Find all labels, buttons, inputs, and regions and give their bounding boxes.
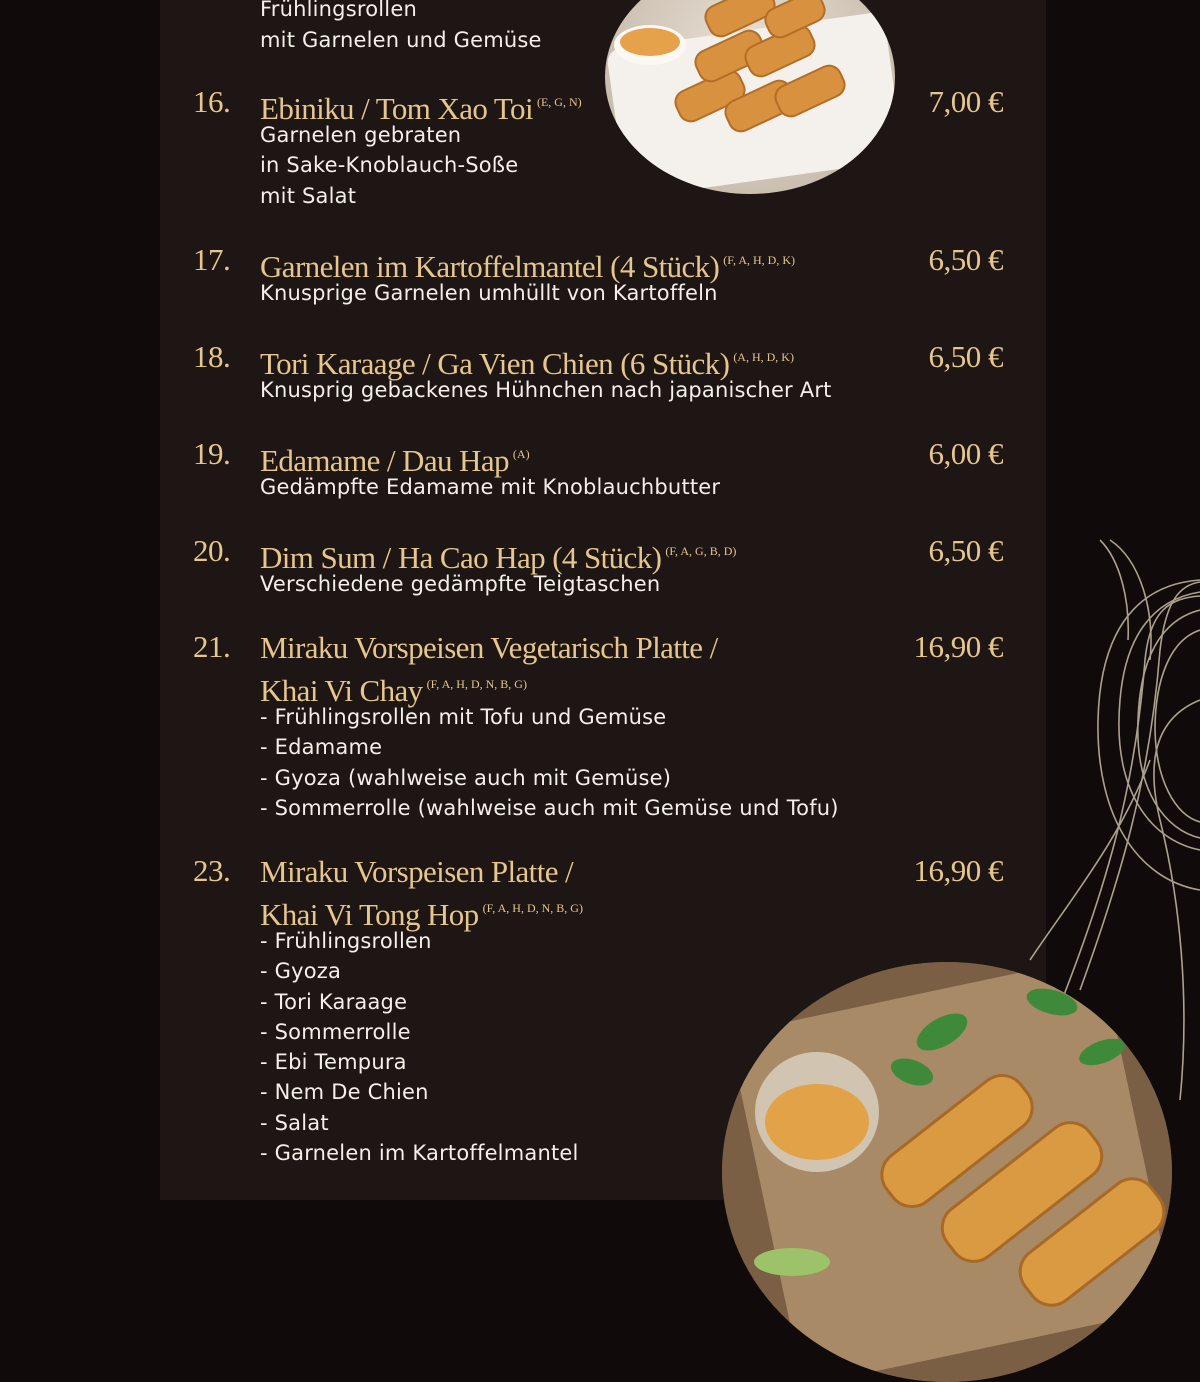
item-description: - Frühlingsrollen mit Tofu und Gemüse - Edamame - Gyoza (wahlweise auch mit Gemüse) - Sommerrolle (wahlweise auch mit Gemüse und Tofu) [260,705,839,820]
item-number: 16. [193,84,231,119]
item-title: Miraku Vorspeisen Vegetarisch Platte / Khai Vi Chay $^{(F, A, H, D, N, B, G)}$ [260,630,718,708]
item-number: 18. [193,339,231,374]
item-description: Knusprige Garnelen umhüllt von Kartoffeln [260,281,718,305]
item-description: Knusprig gebackenes Hühnchen nach japanischer Art [260,378,832,402]
item-title: Miraku Vorspeisen Platte / Khai Vi Tong Hop $^{(F, A, H, D, N, B, G)}$ [260,854,583,932]
intro-line: Frühlingsrollen [260,0,417,21]
item-description: - Frühlingsrollen - Gyoza - Tori Karaage - Sommerrolle - Ebi Tempura - Nem De Chien - Salat - Garnelen im Kartoffelmantel [260,929,579,1166]
allergen-codes: (F, A, H, D, K) [723,253,796,267]
allergen-codes: (F, A, H, D, N, B, G) [426,677,527,691]
item-price: 7,00 € [928,84,1003,119]
intro-line: mit Garnelen und Gemüse [260,27,542,52]
item-title: Dim Sum / Ha Cao Hap (4 Stück) $^{(F, A, G, B, D)}$ [260,540,737,575]
item-price: 6,50 € [928,242,1003,277]
allergen-codes: (F, A, G, B, D) [665,544,737,558]
item-price: 6,50 € [928,533,1003,568]
item-price: 6,00 € [928,436,1003,471]
allergen-codes: (A) [512,447,530,461]
allergen-codes: (A, H, D, K) [733,350,794,364]
item-number: 20. [193,533,231,568]
item-description: Gedämpfte Edamame mit Knoblauchbutter [260,475,721,499]
item-price: 16,90 € [913,629,1003,664]
item-number: 21. [193,629,231,664]
item-price: 6,50 € [928,339,1003,374]
spring-rolls-dip-photo [722,962,1172,1382]
item-title: Tori Karaage / Ga Vien Chien (6 Stück) $^{(A, H, D, K)}$ [260,346,794,381]
item-title: Ebiniku / Tom Xao Toi $^{(E, G, N)}$ [260,91,582,126]
intro-description [260,0,542,55]
item-number: 19. [193,436,231,471]
item-number: 23. [193,853,231,888]
item-description: Garnelen gebraten in Sake-Knoblauch-Soße mit Salat [260,123,519,208]
item-number: 17. [193,242,231,277]
item-price: 16,90 € [913,853,1003,888]
allergen-codes: (E, G, N) [536,95,582,109]
item-title: Garnelen im Kartoffelmantel (4 Stück) $^{(F, A, H, D, K)}$ [260,249,796,284]
item-title: Edamame / Dau Hap $^{(A)}$ [260,443,530,478]
allergen-codes: (F, A, H, D, N, B, G) [482,901,583,915]
item-description: Verschiedene gedämpfte Teigtaschen [260,572,661,596]
